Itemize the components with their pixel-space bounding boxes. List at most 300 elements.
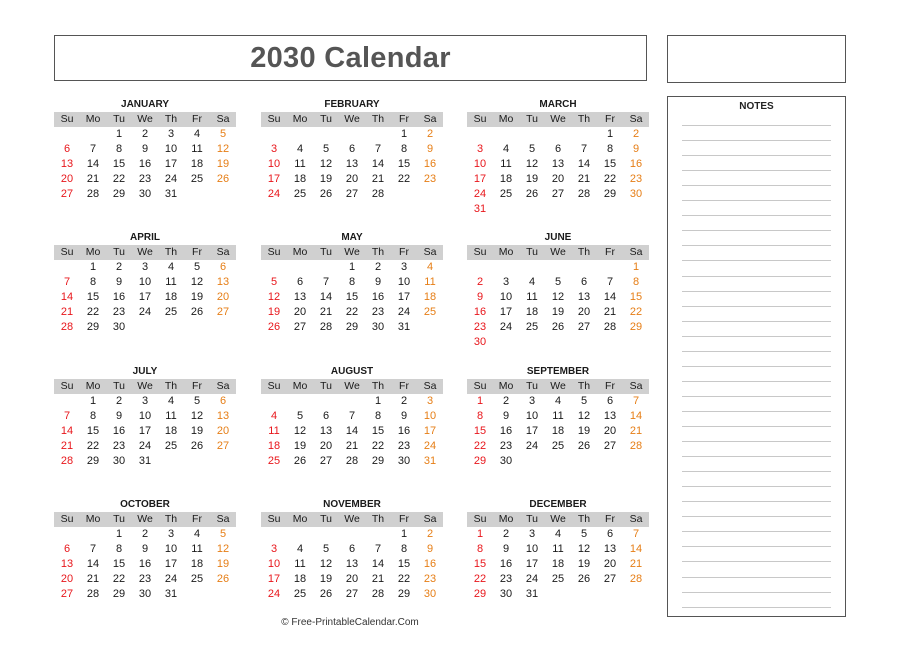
day-cell: 30 xyxy=(629,188,643,200)
weekday-label: Su xyxy=(60,380,74,392)
month-name: DECEMBER xyxy=(529,499,587,510)
weekday-label: Fr xyxy=(605,513,615,525)
day-cell: 27 xyxy=(60,188,74,200)
week-row xyxy=(467,187,649,202)
day-cell: 27 xyxy=(293,321,307,333)
day-cell: 21 xyxy=(603,306,617,318)
day-cell: 10 xyxy=(423,410,437,422)
day-cell: 15 xyxy=(397,558,411,570)
day-cell xyxy=(519,260,545,275)
day-cell xyxy=(597,454,623,469)
day-cell: 23 xyxy=(397,440,411,452)
day-cell: 22 xyxy=(345,306,359,318)
day-cell xyxy=(54,394,80,409)
day-cell: 3 xyxy=(167,128,175,140)
day-cell xyxy=(210,187,236,202)
day-cell: 4 xyxy=(528,276,536,288)
weekday-label: Th xyxy=(577,113,591,125)
day-cell: 5 xyxy=(554,276,562,288)
day-cell: 4 xyxy=(554,528,562,540)
day-cell xyxy=(545,587,571,602)
day-cell: 14 xyxy=(86,158,100,170)
day-cell xyxy=(184,187,210,202)
day-cell: 22 xyxy=(112,573,126,585)
weekday-label: Mo xyxy=(85,246,101,258)
day-cell: 15 xyxy=(345,291,359,303)
day-cell: 21 xyxy=(86,173,100,185)
week-row xyxy=(54,260,236,275)
day-cell: 19 xyxy=(293,440,307,452)
day-cell: 10 xyxy=(473,158,487,170)
day-cell: 16 xyxy=(499,425,513,437)
day-cell: 21 xyxy=(60,440,74,452)
day-cell: 7 xyxy=(374,143,382,155)
month-december xyxy=(467,498,649,602)
weekday-label: Sa xyxy=(423,113,437,125)
day-cell: 29 xyxy=(629,321,643,333)
day-cell xyxy=(261,527,287,542)
day-cell: 31 xyxy=(525,588,539,600)
day-cell xyxy=(184,454,210,469)
day-cell: 13 xyxy=(551,158,565,170)
day-cell: 10 xyxy=(525,543,539,555)
weekday-label: Sa xyxy=(629,246,643,258)
day-cell: 5 xyxy=(322,143,330,155)
day-cell: 9 xyxy=(426,143,434,155)
weekday-label: Th xyxy=(577,380,591,392)
day-cell: 5 xyxy=(580,528,588,540)
note-line xyxy=(682,200,831,201)
day-cell: 21 xyxy=(319,306,333,318)
day-cell: 25 xyxy=(499,188,513,200)
day-cell: 5 xyxy=(219,528,227,540)
week-row xyxy=(54,394,236,409)
day-cell: 11 xyxy=(165,276,177,288)
note-line xyxy=(682,155,831,156)
week-row xyxy=(467,394,649,409)
note-line xyxy=(682,561,831,562)
weekday-label: Th xyxy=(371,246,385,258)
day-cell: 3 xyxy=(426,395,434,407)
day-cell: 26 xyxy=(267,321,281,333)
month-name: MAY xyxy=(341,232,363,243)
page-title: 2030 Calendar xyxy=(250,41,451,74)
month-name: SEPTEMBER xyxy=(526,366,590,377)
day-cell: 28 xyxy=(577,188,591,200)
day-cell: 4 xyxy=(193,528,201,540)
weekday-label: Tu xyxy=(320,380,332,392)
day-cell xyxy=(261,394,287,409)
day-cell: 25 xyxy=(551,573,565,585)
day-cell xyxy=(417,187,443,202)
weekday-label: We xyxy=(550,246,566,258)
weekday-header xyxy=(467,245,649,260)
day-cell: 23 xyxy=(423,573,437,585)
day-cell: 15 xyxy=(603,158,617,170)
day-cell: 28 xyxy=(86,188,100,200)
day-cell: 21 xyxy=(345,440,359,452)
day-cell xyxy=(545,127,571,142)
day-cell: 15 xyxy=(112,558,126,570)
day-cell: 27 xyxy=(345,588,359,600)
day-cell: 29 xyxy=(473,455,487,467)
day-cell xyxy=(287,527,313,542)
week-row xyxy=(54,142,236,157)
day-cell xyxy=(571,454,597,469)
day-cell: 2 xyxy=(374,261,382,273)
week-row xyxy=(54,127,236,142)
week-row xyxy=(467,172,649,187)
day-cell: 29 xyxy=(86,455,100,467)
day-cell: 3 xyxy=(141,395,149,407)
week-row xyxy=(261,305,443,320)
day-cell: 17 xyxy=(423,425,437,437)
week-row xyxy=(467,320,649,335)
day-cell: 8 xyxy=(476,543,484,555)
day-cell: 4 xyxy=(167,395,175,407)
day-cell: 24 xyxy=(525,440,539,452)
day-cell xyxy=(571,587,597,602)
day-cell: 15 xyxy=(86,291,100,303)
week-row xyxy=(467,290,649,305)
day-cell xyxy=(519,202,545,217)
day-cell: 17 xyxy=(164,158,178,170)
day-cell: 15 xyxy=(397,158,411,170)
weekday-header xyxy=(261,112,443,127)
day-cell: 13 xyxy=(345,558,359,570)
day-cell: 4 xyxy=(296,143,304,155)
day-cell: 9 xyxy=(426,543,434,555)
day-cell: 6 xyxy=(219,261,227,273)
day-cell: 2 xyxy=(141,528,149,540)
day-cell: 1 xyxy=(400,128,408,140)
day-cell: 11 xyxy=(424,276,436,288)
day-cell: 2 xyxy=(141,128,149,140)
day-cell: 2 xyxy=(115,395,123,407)
month-january xyxy=(54,98,236,202)
week-row xyxy=(467,439,649,454)
day-cell xyxy=(339,394,365,409)
day-cell xyxy=(261,260,287,275)
weekday-label: Sa xyxy=(629,513,643,525)
day-cell: 5 xyxy=(270,276,278,288)
day-cell xyxy=(313,394,339,409)
day-cell: 26 xyxy=(577,573,591,585)
week-row xyxy=(261,527,443,542)
day-cell: 19 xyxy=(319,173,333,185)
day-cell: 13 xyxy=(603,543,617,555)
day-cell: 1 xyxy=(115,128,123,140)
month-name: JULY xyxy=(132,366,158,377)
day-cell xyxy=(365,127,391,142)
month-name: MARCH xyxy=(539,99,577,110)
day-cell: 23 xyxy=(112,306,126,318)
week-row xyxy=(467,587,649,602)
day-cell: 24 xyxy=(267,188,281,200)
week-row xyxy=(54,557,236,572)
note-line xyxy=(682,215,831,216)
day-cell: 23 xyxy=(473,321,487,333)
weekday-label: Sa xyxy=(423,246,437,258)
day-cell: 9 xyxy=(141,143,149,155)
day-cell: 2 xyxy=(502,395,510,407)
day-cell xyxy=(493,335,519,350)
month-april xyxy=(54,231,236,335)
day-cell: 7 xyxy=(63,276,71,288)
day-cell: 25 xyxy=(164,306,178,318)
weekday-label: Fr xyxy=(399,113,409,125)
day-cell: 5 xyxy=(193,395,201,407)
weekday-header xyxy=(54,379,236,394)
weekday-header xyxy=(54,512,236,527)
month-november xyxy=(261,498,443,602)
day-cell: 14 xyxy=(629,410,643,422)
day-cell: 9 xyxy=(502,410,510,422)
day-cell: 4 xyxy=(296,543,304,555)
note-line xyxy=(682,351,831,352)
day-cell: 8 xyxy=(400,143,408,155)
day-cell: 9 xyxy=(115,410,123,422)
day-cell: 17 xyxy=(164,558,178,570)
day-cell: 18 xyxy=(551,558,565,570)
day-cell: 24 xyxy=(164,573,178,585)
day-cell: 28 xyxy=(86,588,100,600)
day-cell: 22 xyxy=(473,440,487,452)
weekday-label: Tu xyxy=(113,380,125,392)
day-cell: 7 xyxy=(63,410,71,422)
week-row xyxy=(467,157,649,172)
day-cell: 14 xyxy=(345,425,359,437)
day-cell xyxy=(545,335,571,350)
day-cell: 28 xyxy=(319,321,333,333)
day-cell xyxy=(80,127,106,142)
week-row xyxy=(261,439,443,454)
day-cell: 11 xyxy=(500,158,512,170)
day-cell xyxy=(623,454,649,469)
month-name: JUNE xyxy=(544,232,572,243)
day-cell xyxy=(493,127,519,142)
day-cell: 30 xyxy=(138,588,152,600)
day-cell: 10 xyxy=(499,291,513,303)
note-line xyxy=(682,185,831,186)
day-cell xyxy=(210,587,236,602)
day-cell: 30 xyxy=(499,455,513,467)
month-march xyxy=(467,98,649,217)
note-line xyxy=(682,426,831,427)
day-cell: 3 xyxy=(270,143,278,155)
day-cell xyxy=(597,260,623,275)
day-cell: 20 xyxy=(60,573,74,585)
day-cell: 21 xyxy=(60,306,74,318)
note-line xyxy=(682,245,831,246)
day-cell: 16 xyxy=(473,306,487,318)
day-cell xyxy=(313,127,339,142)
day-cell: 26 xyxy=(216,573,230,585)
weekday-label: Mo xyxy=(292,113,308,125)
day-cell xyxy=(519,335,545,350)
note-line xyxy=(682,516,831,517)
week-row xyxy=(261,587,443,602)
weekday-label: Tu xyxy=(113,246,125,258)
week-row xyxy=(467,454,649,469)
day-cell xyxy=(597,587,623,602)
day-cell: 22 xyxy=(86,306,100,318)
day-cell xyxy=(493,202,519,217)
day-cell: 12 xyxy=(267,291,281,303)
week-row xyxy=(261,127,443,142)
day-cell: 16 xyxy=(499,558,513,570)
week-row xyxy=(261,187,443,202)
day-cell xyxy=(287,394,313,409)
week-row xyxy=(467,424,649,439)
day-cell: 25 xyxy=(525,321,539,333)
month-july xyxy=(54,365,236,469)
day-cell: 2 xyxy=(502,528,510,540)
day-cell: 13 xyxy=(345,158,359,170)
day-cell: 24 xyxy=(423,440,437,452)
day-cell: 11 xyxy=(165,410,177,422)
day-cell: 10 xyxy=(525,410,539,422)
weekday-label: Fr xyxy=(605,380,615,392)
day-cell: 11 xyxy=(552,543,564,555)
weekday-label: Mo xyxy=(498,513,514,525)
note-line xyxy=(682,456,831,457)
weekday-header xyxy=(261,245,443,260)
weekday-label: Th xyxy=(164,513,178,525)
day-cell: 1 xyxy=(374,395,382,407)
week-row xyxy=(261,260,443,275)
weekday-label: Tu xyxy=(320,246,332,258)
day-cell: 6 xyxy=(606,528,614,540)
day-cell: 31 xyxy=(473,203,487,215)
weekday-label: Su xyxy=(60,113,74,125)
day-cell: 20 xyxy=(216,291,230,303)
day-cell: 12 xyxy=(190,276,204,288)
day-cell: 26 xyxy=(319,188,333,200)
day-cell: 28 xyxy=(603,321,617,333)
week-row xyxy=(54,542,236,557)
day-cell: 1 xyxy=(89,261,97,273)
footer-credit: © Free-PrintableCalendar.Com xyxy=(281,617,419,628)
day-cell xyxy=(80,527,106,542)
week-row xyxy=(54,290,236,305)
day-cell: 23 xyxy=(629,173,643,185)
day-cell xyxy=(597,335,623,350)
day-cell: 20 xyxy=(345,173,359,185)
day-cell xyxy=(184,587,210,602)
day-cell: 22 xyxy=(473,573,487,585)
day-cell: 30 xyxy=(112,455,126,467)
day-cell: 24 xyxy=(138,306,152,318)
day-cell: 23 xyxy=(499,440,513,452)
day-cell: 17 xyxy=(397,291,411,303)
day-cell: 7 xyxy=(322,276,330,288)
day-cell: 17 xyxy=(473,173,487,185)
day-cell: 22 xyxy=(397,173,411,185)
day-cell: 23 xyxy=(499,573,513,585)
day-cell: 2 xyxy=(115,261,123,273)
day-cell: 7 xyxy=(348,410,356,422)
day-cell: 8 xyxy=(374,410,382,422)
day-cell: 26 xyxy=(216,173,230,185)
day-cell: 30 xyxy=(499,588,513,600)
weekday-label: Fr xyxy=(192,113,202,125)
day-cell: 1 xyxy=(89,395,97,407)
day-cell: 1 xyxy=(632,261,640,273)
day-cell xyxy=(210,320,236,335)
day-cell: 29 xyxy=(603,188,617,200)
day-cell: 30 xyxy=(371,321,385,333)
day-cell xyxy=(287,127,313,142)
day-cell: 8 xyxy=(89,410,97,422)
week-row xyxy=(54,439,236,454)
weekday-label: Su xyxy=(473,513,487,525)
week-row xyxy=(467,527,649,542)
day-cell: 26 xyxy=(190,440,204,452)
day-cell: 30 xyxy=(397,455,411,467)
weekday-label: Su xyxy=(473,246,487,258)
week-row xyxy=(261,142,443,157)
day-cell: 23 xyxy=(423,173,437,185)
day-cell: 6 xyxy=(606,395,614,407)
day-cell: 13 xyxy=(60,558,74,570)
day-cell: 28 xyxy=(629,440,643,452)
weekday-label: Sa xyxy=(629,113,643,125)
day-cell: 18 xyxy=(164,425,178,437)
weekday-label: Tu xyxy=(320,113,332,125)
weekday-header xyxy=(261,379,443,394)
week-row xyxy=(467,572,649,587)
day-cell: 15 xyxy=(473,558,487,570)
month-june xyxy=(467,231,649,350)
note-line xyxy=(682,291,831,292)
weekday-label: Mo xyxy=(85,113,101,125)
day-cell xyxy=(210,454,236,469)
week-row xyxy=(54,527,236,542)
day-cell: 10 xyxy=(397,276,411,288)
day-cell: 13 xyxy=(216,276,230,288)
day-cell: 21 xyxy=(86,573,100,585)
day-cell: 27 xyxy=(319,455,333,467)
day-cell: 26 xyxy=(319,588,333,600)
day-cell: 26 xyxy=(525,188,539,200)
weekday-label: Fr xyxy=(605,246,615,258)
day-cell: 26 xyxy=(577,440,591,452)
day-cell: 9 xyxy=(400,410,408,422)
day-cell: 25 xyxy=(164,440,178,452)
weekday-label: Fr xyxy=(399,513,409,525)
day-cell: 6 xyxy=(580,276,588,288)
note-line xyxy=(682,577,831,578)
note-line xyxy=(682,441,831,442)
weekday-label: Th xyxy=(371,380,385,392)
day-cell: 12 xyxy=(216,143,230,155)
day-cell: 6 xyxy=(296,276,304,288)
day-cell: 27 xyxy=(551,188,565,200)
day-cell: 25 xyxy=(551,440,565,452)
day-cell: 24 xyxy=(473,188,487,200)
weekday-label: Tu xyxy=(526,246,538,258)
day-cell xyxy=(365,527,391,542)
day-cell: 19 xyxy=(577,425,591,437)
day-cell xyxy=(623,202,649,217)
day-cell: 12 xyxy=(293,425,307,437)
week-row xyxy=(54,172,236,187)
day-cell: 20 xyxy=(319,440,333,452)
day-cell: 16 xyxy=(112,291,126,303)
weekday-label: Tu xyxy=(526,113,538,125)
day-cell: 15 xyxy=(371,425,385,437)
